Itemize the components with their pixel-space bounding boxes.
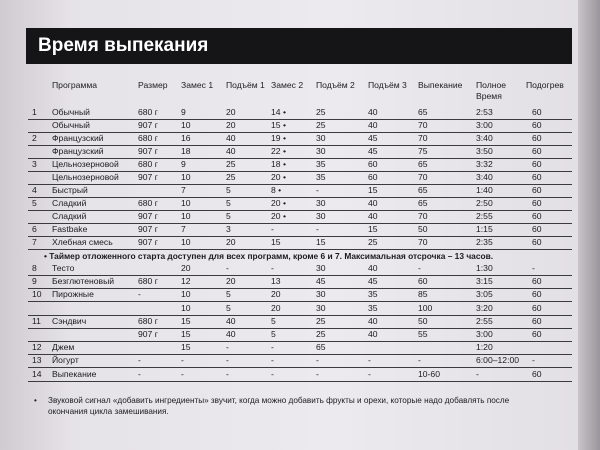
cell-p2: 25 bbox=[316, 107, 326, 117]
cell-p3: 40 bbox=[368, 211, 378, 221]
table-row bbox=[28, 341, 572, 355]
cell-p2: - bbox=[316, 224, 319, 234]
cell-bake: 65 bbox=[418, 185, 428, 195]
cell-program: Безглютеновый bbox=[52, 276, 115, 287]
table-row bbox=[28, 171, 572, 185]
table-row bbox=[28, 223, 572, 237]
cell-program: Французский bbox=[52, 133, 104, 143]
footnote-text: Звуковой сигнал «добавить ингредиенты» звучит, когда можно добавить фрукты и орехи, которые надо добавлять после окончания цикла замешивания. bbox=[48, 396, 510, 416]
cell-p2: 30 bbox=[316, 302, 326, 313]
cell-full: 3:40 bbox=[476, 133, 493, 143]
cell-heat: 60 bbox=[532, 237, 542, 247]
cell-p1: 20 bbox=[226, 107, 236, 117]
cell-p3: 45 bbox=[368, 276, 378, 287]
cell-heat: 60 bbox=[532, 107, 542, 117]
cell-bake: 70 bbox=[418, 172, 428, 182]
cell-p1: 40 bbox=[226, 133, 236, 143]
cell-program: Джем bbox=[52, 342, 75, 353]
cell-p3: 60 bbox=[368, 159, 378, 169]
cell-num: 13 bbox=[32, 355, 42, 366]
cell-program: Сэндвич bbox=[52, 315, 87, 326]
cell-bake: 70 bbox=[418, 237, 428, 247]
cell-k1: 20 bbox=[181, 263, 191, 273]
cell-p1: - bbox=[226, 355, 229, 366]
cell-heat: 60 bbox=[532, 159, 542, 169]
cell-p1: 20 bbox=[226, 237, 236, 247]
header-knead1: Замес 1 bbox=[181, 80, 214, 90]
cell-size: 907 г bbox=[138, 146, 158, 156]
cell-heat: 60 bbox=[532, 368, 542, 379]
cell-bake: 70 bbox=[418, 211, 428, 221]
cell-full: 3:32 bbox=[476, 159, 493, 169]
cell-k1: 10 bbox=[181, 211, 191, 221]
table-row bbox=[28, 210, 572, 224]
cell-size: 907 г bbox=[138, 211, 158, 221]
cell-program: Цельнозерновой bbox=[52, 172, 119, 182]
cell-p2: - bbox=[316, 185, 319, 195]
cell-bake: - bbox=[418, 355, 421, 366]
cell-p2: 30 bbox=[316, 146, 326, 156]
cell-bake: 50 bbox=[418, 224, 428, 234]
cell-k2: 22 • bbox=[271, 146, 286, 156]
cell-program: Обычный bbox=[52, 107, 90, 117]
cell-p2: - bbox=[316, 355, 319, 366]
cell-p3: 35 bbox=[368, 302, 378, 313]
cell-size: - bbox=[138, 355, 141, 366]
cell-heat: 60 bbox=[532, 276, 542, 287]
cell-p3: 45 bbox=[368, 146, 378, 156]
cell-full: 3:00 bbox=[476, 120, 493, 130]
cell-bake: 75 bbox=[418, 146, 428, 156]
cell-size: 680 г bbox=[138, 276, 158, 287]
cell-full: 2:55 bbox=[476, 211, 493, 221]
header-rise3: Подъём 3 bbox=[368, 80, 407, 90]
cell-p2: 25 bbox=[316, 329, 326, 339]
cell-p2: 25 bbox=[316, 315, 326, 326]
cell-num: 8 bbox=[32, 263, 37, 273]
cell-num: 10 bbox=[32, 289, 42, 300]
cell-heat: 60 bbox=[532, 198, 542, 208]
cell-p3: 40 bbox=[368, 329, 378, 339]
cell-k2: 15 • bbox=[271, 120, 286, 130]
cell-k2: - bbox=[271, 224, 274, 234]
cell-size: 907 г bbox=[138, 224, 158, 234]
cell-p2: 65 bbox=[316, 342, 326, 353]
cell-num: 14 bbox=[32, 368, 42, 379]
cell-full: 2:55 bbox=[476, 315, 493, 326]
cell-bake: 70 bbox=[418, 133, 428, 143]
cell-p2: 35 bbox=[316, 172, 326, 182]
cell-num: 2 bbox=[32, 133, 37, 143]
cell-program: Пирожные bbox=[52, 289, 94, 300]
header-rise1: Подъём 1 bbox=[226, 80, 265, 90]
cell-p2: 30 bbox=[316, 263, 326, 273]
cell-p3: 40 bbox=[368, 107, 378, 117]
cell-k1: 15 bbox=[181, 315, 191, 326]
cell-program: Цельнозерновой bbox=[52, 159, 119, 169]
cell-k2: 14 • bbox=[271, 107, 286, 117]
cell-p3: 40 bbox=[368, 315, 378, 326]
cell-bake: 85 bbox=[418, 289, 428, 300]
cell-k2: 13 bbox=[271, 276, 281, 287]
cell-p1: 3 bbox=[226, 224, 231, 234]
table-row bbox=[28, 368, 572, 382]
cell-heat: 60 bbox=[532, 146, 542, 156]
cell-p2: 45 bbox=[316, 276, 326, 287]
table-row bbox=[28, 315, 572, 329]
cell-heat: - bbox=[532, 263, 535, 273]
cell-program: Быстрый bbox=[52, 185, 88, 195]
cell-k1: 9 bbox=[181, 107, 186, 117]
header-bake: Выпекание bbox=[418, 80, 463, 90]
cell-k2: - bbox=[271, 342, 274, 353]
cell-p1: 5 bbox=[226, 302, 231, 313]
table-row bbox=[28, 106, 572, 120]
cell-num: 3 bbox=[32, 159, 37, 169]
cell-k1: 10 bbox=[181, 237, 191, 247]
cell-p3: - bbox=[368, 368, 371, 379]
cell-heat: 60 bbox=[532, 185, 542, 195]
cell-bake: - bbox=[418, 263, 421, 273]
cell-k1: 10 bbox=[181, 172, 191, 182]
delay-timer-note: • Таймер отложенного старта доступен для всех программ, кроме 6 и 7. Максимальная отсрочка – 13 часов. bbox=[44, 251, 494, 261]
cell-p3: 40 bbox=[368, 263, 378, 273]
cell-size: 680 г bbox=[138, 159, 158, 169]
cell-full: 1:20 bbox=[476, 342, 493, 353]
cell-full: 6:00–12:00 bbox=[476, 355, 520, 366]
cell-p1: 5 bbox=[226, 211, 231, 221]
cell-bake: 10-60 bbox=[418, 368, 440, 379]
cell-program: Выпекание bbox=[52, 368, 97, 379]
cell-bake: 60 bbox=[418, 276, 428, 287]
table-row bbox=[28, 302, 572, 316]
footnote bbox=[34, 395, 548, 417]
cell-num: 6 bbox=[32, 224, 37, 234]
cell-p3: 35 bbox=[368, 289, 378, 300]
cell-k2: 5 bbox=[271, 329, 276, 339]
cell-heat: 60 bbox=[532, 329, 542, 339]
cell-full: 1:30 bbox=[476, 263, 493, 273]
table-row bbox=[28, 145, 572, 159]
header-full-line1: Полное bbox=[476, 80, 507, 90]
cell-k2: 18 • bbox=[271, 159, 286, 169]
table-row bbox=[28, 197, 572, 211]
cell-k2: 20 bbox=[271, 289, 281, 300]
cell-program: Сладкий bbox=[52, 211, 87, 221]
page-title: Время выпекания bbox=[26, 28, 572, 64]
header-heat: Подогрев bbox=[526, 80, 564, 90]
cell-p1: 5 bbox=[226, 185, 231, 195]
cell-bake: 70 bbox=[418, 120, 428, 130]
cell-num: 4 bbox=[32, 185, 37, 195]
cell-k2: - bbox=[271, 368, 274, 379]
cell-heat: 60 bbox=[532, 172, 542, 182]
header-program: Программа bbox=[52, 80, 98, 90]
cell-heat: 60 bbox=[532, 211, 542, 221]
cell-p3: - bbox=[368, 355, 371, 366]
cell-k2: 5 bbox=[271, 315, 276, 326]
cell-num: 11 bbox=[32, 315, 41, 326]
cell-k2: - bbox=[271, 263, 274, 273]
cell-full: 1:15 bbox=[476, 224, 493, 234]
cell-p1: 40 bbox=[226, 329, 236, 339]
table-row bbox=[28, 158, 572, 172]
cell-k1: 18 bbox=[181, 146, 191, 156]
cell-full: 3:15 bbox=[476, 276, 493, 287]
cell-p1: 20 bbox=[226, 120, 236, 130]
cell-p2: - bbox=[316, 368, 319, 379]
cell-size: 680 г bbox=[138, 315, 158, 326]
cell-heat: 60 bbox=[532, 302, 542, 313]
cell-p2: 25 bbox=[316, 120, 326, 130]
cell-program: Французский bbox=[52, 146, 104, 156]
cell-p3: 15 bbox=[368, 185, 378, 195]
cell-k2: 20 bbox=[271, 302, 281, 313]
cell-p1: 5 bbox=[226, 289, 231, 300]
header-full-line2: Время bbox=[476, 91, 502, 101]
cell-full: 3:40 bbox=[476, 172, 493, 182]
cell-p1: 25 bbox=[226, 172, 236, 182]
cell-size: 680 г bbox=[138, 198, 158, 208]
cell-program: Сладкий bbox=[52, 198, 87, 208]
cell-bake: 65 bbox=[418, 107, 428, 117]
cell-k2: 20 • bbox=[271, 198, 286, 208]
cell-size: - bbox=[138, 368, 141, 379]
cell-program: Тесто bbox=[52, 263, 75, 273]
header-rise2: Подъём 2 bbox=[316, 80, 355, 90]
cell-size: 907 г bbox=[138, 237, 158, 247]
cell-p3: 45 bbox=[368, 133, 378, 143]
cell-k1: 10 bbox=[181, 120, 191, 130]
cell-k1: 10 bbox=[181, 302, 191, 313]
table-row bbox=[28, 132, 572, 146]
cell-p2: 30 bbox=[316, 289, 326, 300]
cell-num: 9 bbox=[32, 276, 37, 287]
cell-full: 1:40 bbox=[476, 185, 493, 195]
cell-p3: 60 bbox=[368, 172, 378, 182]
header-size: Размер bbox=[138, 80, 168, 90]
table-row bbox=[28, 288, 572, 302]
header-full-time bbox=[476, 80, 506, 102]
table-row bbox=[28, 184, 572, 198]
cell-num: 7 bbox=[32, 237, 37, 247]
cell-p2: 30 bbox=[316, 133, 326, 143]
cell-heat: 60 bbox=[532, 289, 542, 300]
cell-p1: 40 bbox=[226, 315, 236, 326]
page-edge bbox=[578, 0, 600, 450]
cell-program: Йогурт bbox=[52, 355, 79, 366]
cell-k1: 10 bbox=[181, 198, 191, 208]
table-row bbox=[28, 119, 572, 133]
cell-k2: 15 bbox=[271, 237, 281, 247]
cell-heat: 60 bbox=[532, 120, 542, 130]
table-row bbox=[28, 262, 572, 276]
cell-p2: 30 bbox=[316, 198, 326, 208]
cell-num: 12 bbox=[32, 342, 42, 353]
cell-program: Хлебная смесь bbox=[52, 237, 113, 247]
cell-k2: 19 • bbox=[271, 133, 286, 143]
cell-p2: 15 bbox=[316, 237, 326, 247]
cell-k1: - bbox=[181, 355, 184, 366]
cell-p3: 40 bbox=[368, 120, 378, 130]
cell-p1: 5 bbox=[226, 198, 231, 208]
cell-k1: 7 bbox=[181, 185, 186, 195]
table-row bbox=[28, 354, 572, 368]
table-row bbox=[28, 236, 572, 250]
cell-program: Fastbake bbox=[52, 224, 88, 234]
cell-p1: - bbox=[226, 342, 229, 353]
cell-k1: - bbox=[181, 368, 184, 379]
bullet-icon: • bbox=[34, 396, 37, 405]
cell-k2: 8 • bbox=[271, 185, 282, 195]
cell-size: 680 г bbox=[138, 107, 158, 117]
cell-k1: 12 bbox=[181, 276, 191, 287]
cell-size: - bbox=[138, 289, 141, 300]
cell-p3: 15 bbox=[368, 224, 378, 234]
cell-full: 3:00 bbox=[476, 329, 493, 339]
cell-p1: 20 bbox=[226, 276, 236, 287]
cell-full: 2:50 bbox=[476, 198, 493, 208]
cell-bake: 100 bbox=[418, 302, 433, 313]
cell-heat: 60 bbox=[532, 224, 542, 234]
table-row bbox=[28, 328, 572, 342]
cell-bake: 55 bbox=[418, 329, 428, 339]
cell-size: 907 г bbox=[138, 329, 158, 339]
cell-p1: - bbox=[226, 368, 229, 379]
cell-p1: - bbox=[226, 263, 229, 273]
cell-p3: 40 bbox=[368, 198, 378, 208]
cell-size: 907 г bbox=[138, 172, 158, 182]
cell-k1: 7 bbox=[181, 224, 186, 234]
cell-num: 5 bbox=[32, 198, 37, 208]
cell-size: 907 г bbox=[138, 120, 158, 130]
cell-num: 1 bbox=[32, 107, 37, 117]
cell-full: 2:35 bbox=[476, 237, 493, 247]
cell-k2: 20 • bbox=[271, 172, 286, 182]
cell-full: 3:50 bbox=[476, 146, 493, 156]
cell-full: 3:05 bbox=[476, 289, 493, 300]
cell-k1: 9 bbox=[181, 159, 186, 169]
cell-k1: 15 bbox=[181, 342, 191, 353]
cell-p2: 30 bbox=[316, 211, 326, 221]
cell-p1: 40 bbox=[226, 146, 236, 156]
cell-k1: 15 bbox=[181, 329, 191, 339]
cell-p1: 25 bbox=[226, 159, 236, 169]
cell-k2: 20 • bbox=[271, 211, 286, 221]
cell-k1: 16 bbox=[181, 133, 191, 143]
cell-k2: - bbox=[271, 355, 274, 366]
cell-full: 3:20 bbox=[476, 302, 493, 313]
cell-heat: - bbox=[532, 355, 535, 366]
cell-bake: 50 bbox=[418, 315, 428, 326]
cell-bake: 65 bbox=[418, 198, 428, 208]
table-row bbox=[28, 275, 572, 289]
cell-p3: 25 bbox=[368, 237, 378, 247]
cell-full: 2:53 bbox=[476, 107, 493, 117]
header-knead2: Замес 2 bbox=[271, 80, 304, 90]
cell-size: 680 г bbox=[138, 133, 158, 143]
cell-heat: 60 bbox=[532, 315, 542, 326]
cell-full: - bbox=[476, 368, 479, 379]
cell-p2: 35 bbox=[316, 159, 326, 169]
cell-k1: 10 bbox=[181, 289, 191, 300]
cell-program: Обычный bbox=[52, 120, 90, 130]
cell-heat: 60 bbox=[532, 133, 542, 143]
cell-bake: 65 bbox=[418, 159, 428, 169]
